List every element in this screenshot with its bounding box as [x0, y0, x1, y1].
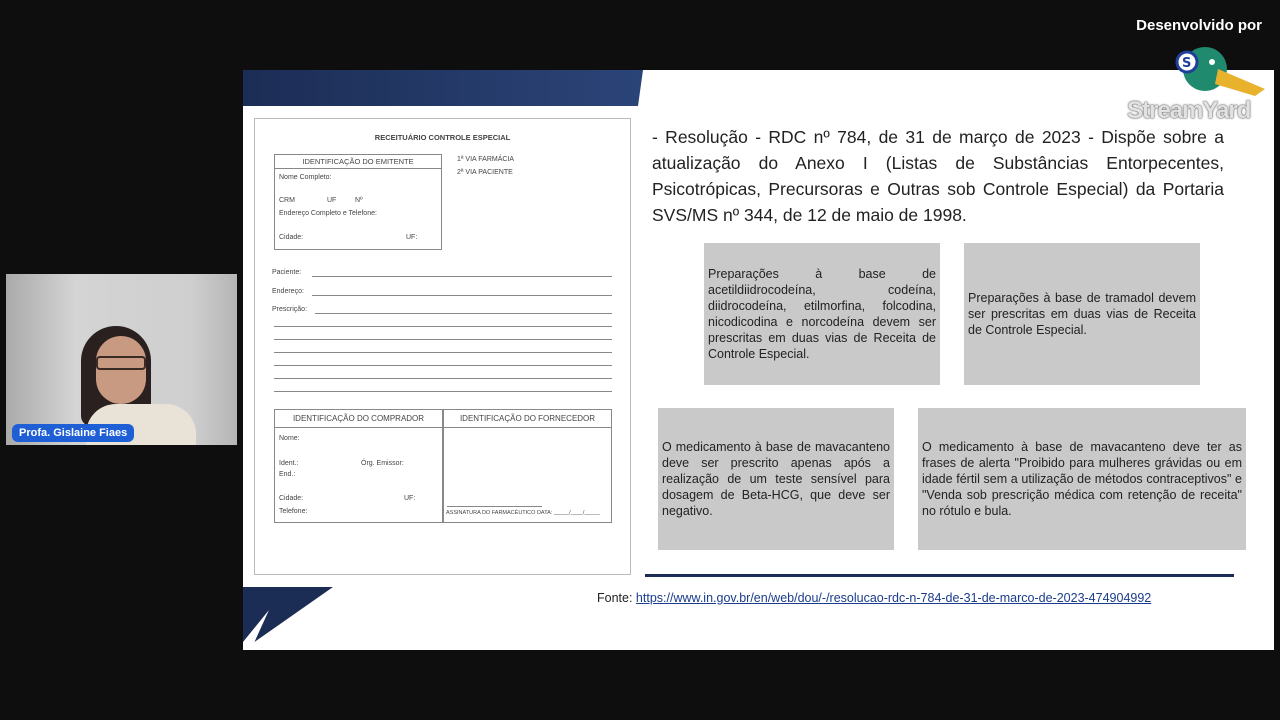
presenter-name-badge: Profa. Gislaine Fiaes: [12, 424, 134, 442]
info-box-mavacanteno-test: [658, 408, 894, 550]
label: Prescrição:: [272, 306, 308, 313]
emitente-box: [274, 154, 442, 250]
duck-icon: [1160, 44, 1270, 104]
form-line: [315, 313, 612, 314]
presenter-glasses: [96, 356, 146, 370]
info-box-mavacanteno-alert: [918, 408, 1246, 550]
via1-label: 1ª VIA FARMÁCIA: [457, 156, 515, 163]
source-citation: [597, 591, 1151, 605]
label: Cidade:: [279, 234, 304, 241]
label: UF:: [404, 495, 416, 502]
label: Nº: [355, 197, 363, 204]
form-line: [274, 326, 612, 327]
info-box-codeine: [704, 243, 940, 385]
presenter-video: [6, 274, 237, 445]
info-box-text: Preparações à base de tramadol devem ser prescritas em duas vias de Receita de Controle Especial.: [968, 291, 1196, 337]
slide-top-banner: [243, 70, 643, 106]
prescription-form-image: [254, 118, 631, 575]
form-line: [312, 295, 612, 296]
label: UF: [327, 197, 337, 204]
signature-label: ASSINATURA DO FARMACÊUTICO DATA: _____/____/_____: [446, 510, 600, 516]
presenter-face: [96, 336, 146, 404]
source-label: Fonte:: [597, 591, 633, 605]
comprador-box: [274, 409, 443, 523]
label: Endereço:: [272, 288, 304, 295]
label: Cidade:: [279, 495, 304, 502]
streamyard-logo: [1125, 44, 1270, 129]
slide-title: - Resolução - RDC nº 784, de 31 de março de 2023 - Dispõe sobre a atualização do Anexo I (Listas de Substâncias Entorpecentes, Psicotrópicas, Precursoras e Outras sob Controle Especial) da Portaria SVS/MS nº 344, de 12 de maio de 1998.: [652, 127, 1224, 225]
emitente-header: IDENTIFICAÇÃO DO EMITENTE: [275, 155, 441, 169]
source-link[interactable]: https://www.in.gov.br/en/web/dou/-/resolucao-rdc-n-784-de-31-de-marco-de-2023-474904992: [635, 591, 1152, 605]
form-line: [274, 339, 612, 340]
info-box-text: O medicamento à base de mavacanteno deve ter as frases de alerta "Proibido para mulheres grávidas ou em idade fértil sem a utilização de métodos contraceptivos" e "Venda sob prescrição médica com retenção de receita" no rótulo e bula.: [922, 440, 1242, 518]
signature-line: [447, 506, 542, 507]
slide-corner-decoration: [243, 587, 333, 650]
fornecedor-box: [443, 409, 612, 523]
form-line: [274, 352, 612, 353]
label: Telefone:: [279, 508, 308, 515]
info-box-text: Preparações à base de acetildiidrocodeína, codeína, diidrocodeína, etilmorfina, folcodina, nicodicodina e norcodeína devem ser prescritas em duas vias de Receita de Controle Especial.: [708, 267, 936, 361]
form-line: [274, 365, 612, 366]
label: Nome Completo:: [279, 174, 332, 181]
form-title: RECEITUÁRIO CONTROLE ESPECIAL: [374, 133, 511, 142]
streamyard-wordmark: StreamYard: [1127, 97, 1251, 124]
label: Paciente:: [272, 269, 302, 276]
label: UF:: [406, 234, 418, 241]
label: End.:: [279, 471, 296, 478]
svg-text:S: S: [1182, 56, 1192, 71]
info-box-tramadol: [964, 243, 1200, 385]
label: CRM: [279, 197, 295, 204]
form-line: [274, 378, 612, 379]
info-box-text: O medicamento à base de mavacanteno deve ser prescrito apenas após a realização de um teste sensível para dosagem de Beta-HCG, que deve ser negativo.: [662, 440, 890, 518]
label: Órg. Emissor:: [361, 460, 404, 467]
form-line: [312, 276, 612, 277]
form-line: [274, 391, 612, 392]
developed-by-label: Desenvolvido por: [1136, 17, 1262, 34]
label: Endereço Completo e Telefone:: [279, 210, 377, 217]
divider: [645, 574, 1234, 577]
fornecedor-header: IDENTIFICAÇÃO DO FORNECEDOR: [444, 410, 611, 428]
via2-label: 2ª VIA PACIENTE: [457, 169, 513, 176]
label: Nome:: [279, 435, 300, 442]
label: Ident.:: [279, 460, 299, 467]
comprador-header: IDENTIFICAÇÃO DO COMPRADOR: [275, 410, 442, 428]
